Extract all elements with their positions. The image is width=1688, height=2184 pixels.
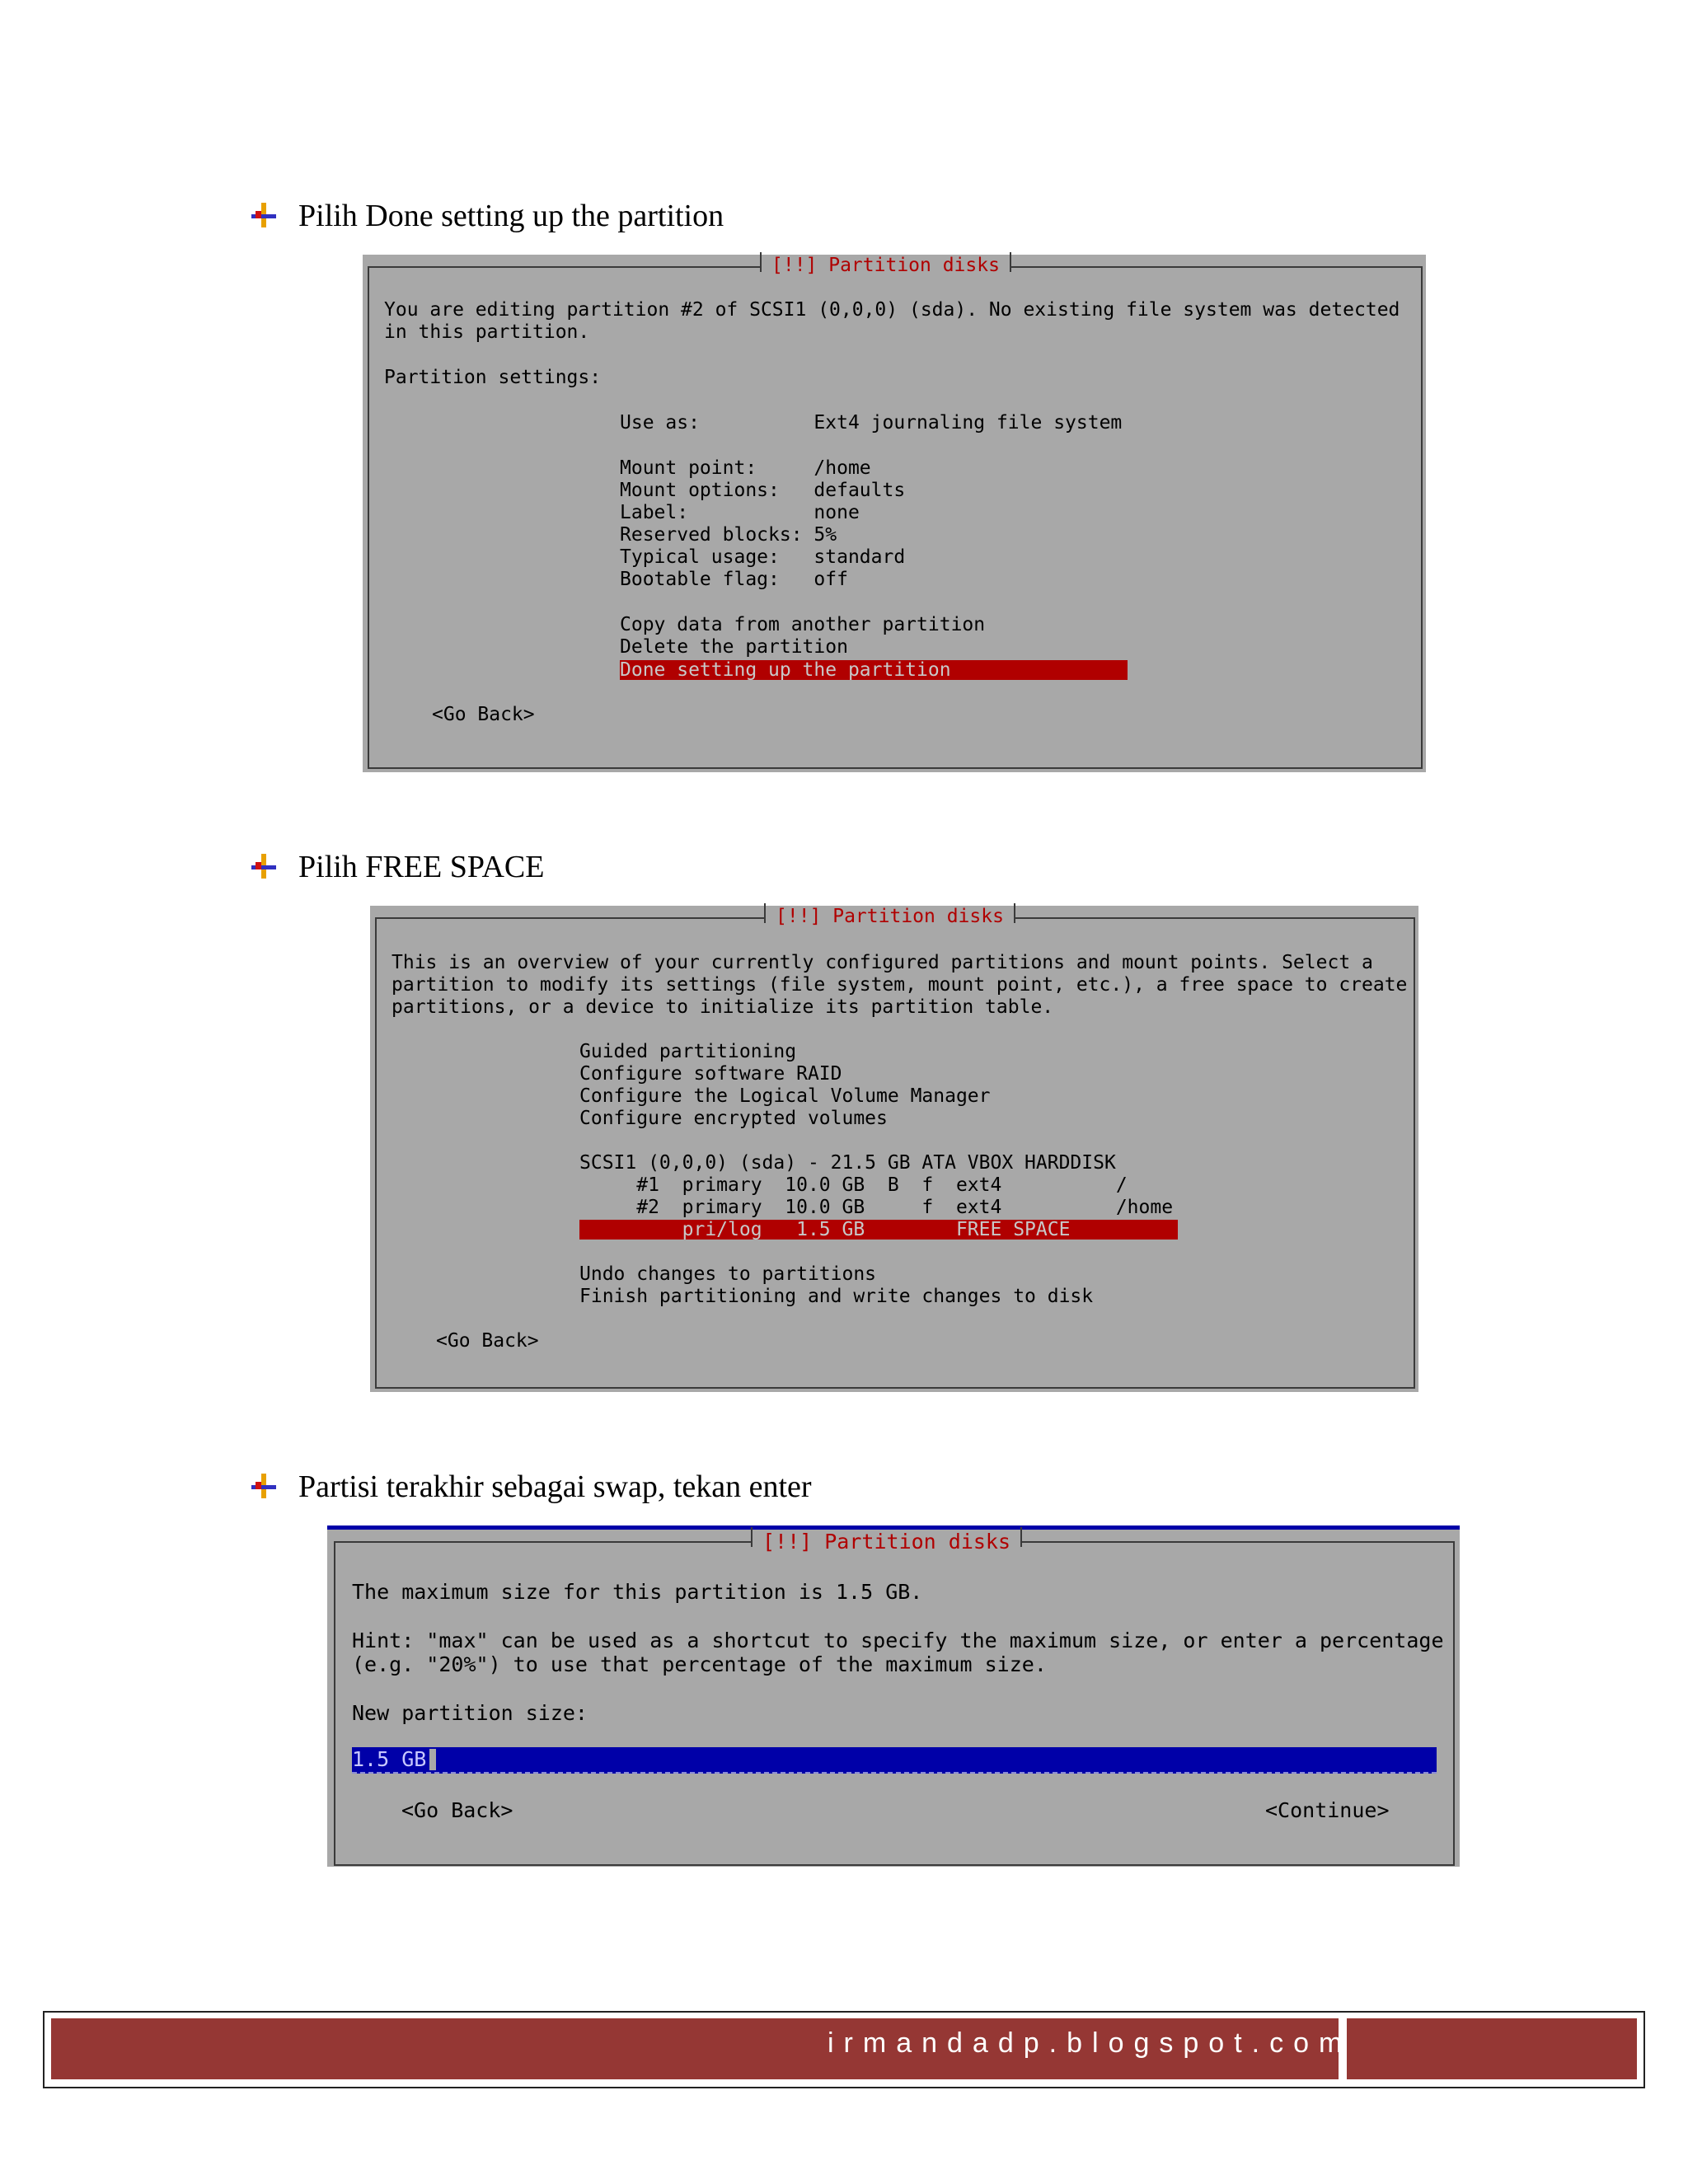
setting-typical-usage[interactable]: Typical usage: standard [620,546,906,568]
free-space-row[interactable]: pri/log 1.5 GB FREE SPACE [579,1220,1178,1240]
step-text: Pilih Done setting up the partition [298,199,724,233]
bullet-icon [250,852,278,880]
dialog-title: [!!] Partition disks [751,1530,1022,1554]
max-size-text: The maximum size for this partition is 1.5 GB. [352,1580,923,1604]
description-text: You are editing partition #2 of SCSI1 (0,0,0) (sda). No existing file system was detected [384,299,1400,321]
delete-partition-option[interactable]: Delete the partition [620,636,848,658]
go-back-button[interactable]: <Go Back> [436,1330,539,1352]
dialog-title: [!!] Partition disks [760,255,1011,276]
setting-bootable-flag[interactable]: Bootable flag: off [620,569,848,590]
installer-screen-3 [327,1526,1460,1867]
partition-size-value: 1.5 GB [352,1749,436,1770]
setting-reserved-blocks[interactable]: Reserved blocks: 5% [620,524,837,546]
continue-button[interactable]: <Continue> [1265,1798,1390,1822]
bullet-icon [250,1472,278,1500]
installer-screen-2 [370,906,1418,1392]
setting-label[interactable]: Label: none [620,502,860,523]
done-setting-up-option[interactable]: Done setting up the partition [620,660,1128,680]
installer-screen-1 [363,255,1426,772]
setting-use-as[interactable]: Use as: Ext4 journaling file system [620,412,1123,434]
partition-row[interactable]: #1 primary 10.0 GB B f ext4 / [579,1174,1128,1196]
description-text: partition to modify its settings (file system, mount point, etc.), a free space to create [392,974,1408,996]
settings-heading: Partition settings: [384,367,602,388]
hint-text: Hint: "max" can be used as a shortcut to specify the maximum size, or enter a percentage [352,1629,1444,1652]
undo-changes-option[interactable]: Undo changes to partitions [579,1263,877,1285]
step-text: Pilih FREE SPACE [298,850,545,884]
setting-mount-point[interactable]: Mount point: /home [620,457,871,479]
partition-size-input[interactable] [352,1747,1437,1774]
step-text: Partisi terakhir sebagai swap, tekan enter [298,1469,812,1504]
copy-data-option[interactable]: Copy data from another partition [620,614,986,635]
bullet-icon [250,201,278,229]
hint-text: (e.g. "20%") to use that percentage of the maximum size. [352,1652,1047,1676]
description-text: partitions, or a device to initialize its partition table. [392,996,1054,1018]
finish-partitioning-option[interactable]: Finish partitioning and write changes to disk [579,1286,1094,1307]
dialog-title: [!!] Partition disks [764,906,1015,927]
setting-mount-options[interactable]: Mount options: defaults [620,480,906,501]
footer-bar-right [1347,2018,1637,2079]
description-text: This is an overview of your currently configured partitions and mount points. Select a [392,952,1373,973]
go-back-button[interactable]: <Go Back> [401,1798,513,1822]
guided-partitioning-option[interactable]: Guided partitioning [579,1041,797,1062]
disk-device-row[interactable]: SCSI1 (0,0,0) (sda) - 21.5 GB ATA VBOX HARDDISK [579,1152,1116,1174]
partition-row[interactable]: #2 primary 10.0 GB f ext4 /home [579,1197,1174,1218]
description-text: in this partition. [384,321,590,343]
go-back-button[interactable]: <Go Back> [432,704,535,725]
lvm-option[interactable]: Configure the Logical Volume Manager [579,1085,991,1107]
software-raid-option[interactable]: Configure software RAID [579,1063,842,1085]
encrypted-volumes-option[interactable]: Configure encrypted volumes [579,1108,888,1129]
size-label: New partition size: [352,1701,588,1725]
footer-blog-url[interactable]: irmandadp.blogspot.com [828,2027,1353,2059]
